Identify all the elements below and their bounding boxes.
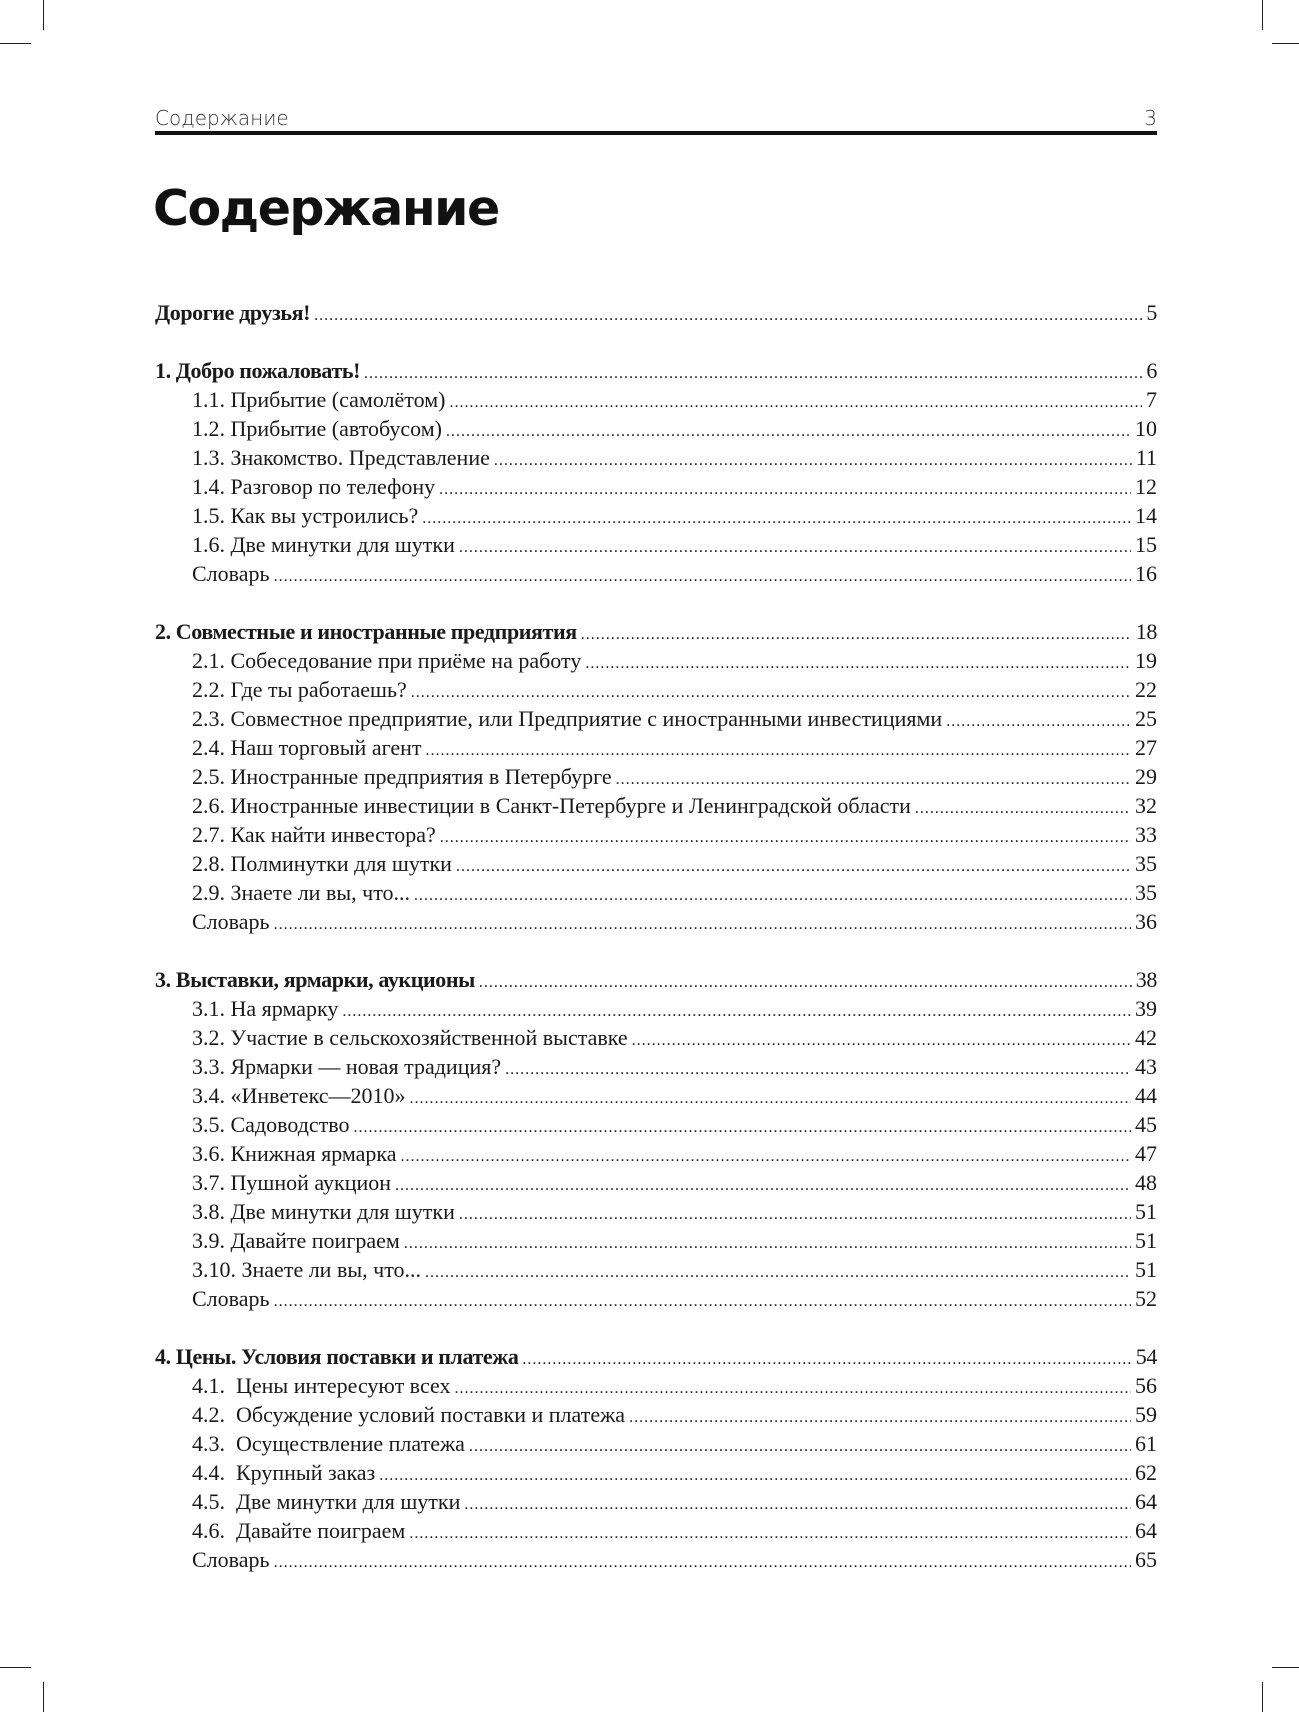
toc-entry-page: 59	[1135, 1402, 1157, 1427]
toc-entry-page: 64	[1135, 1518, 1157, 1543]
toc-entry[interactable]	[155, 559, 1157, 588]
toc-entry-page: 62	[1135, 1460, 1157, 1485]
dot-leader	[414, 881, 1131, 910]
toc-entry-page: 16	[1135, 561, 1157, 586]
toc-entry-label: Словарь	[192, 1286, 270, 1311]
dot-leader	[426, 736, 1132, 765]
toc-entry-label: Дорогие друзья!	[155, 300, 311, 325]
toc-entry-page: 45	[1135, 1112, 1157, 1137]
dot-leader	[440, 823, 1131, 852]
toc-entry-page: 29	[1135, 764, 1157, 789]
toc-chapter-entry[interactable]	[155, 617, 1157, 646]
toc-entry[interactable]	[155, 762, 1157, 791]
toc-entry-page: 43	[1135, 1054, 1157, 1079]
toc-entry-page: 27	[1135, 735, 1157, 760]
toc-entry-page: 14	[1135, 503, 1157, 528]
toc-entry-label: 2.5. Иностранные предприятия в Петербурге	[192, 764, 612, 789]
dot-leader	[459, 1200, 1131, 1229]
toc-entry-page: 51	[1135, 1199, 1157, 1224]
dot-leader	[354, 1113, 1131, 1142]
dot-leader	[585, 649, 1131, 678]
toc-entry-label: Словарь	[192, 561, 270, 586]
toc-entry[interactable]	[155, 501, 1157, 530]
dot-leader	[479, 968, 1132, 997]
toc-entry-page: 35	[1135, 880, 1157, 905]
dot-leader	[494, 446, 1132, 475]
toc-entry-label: 1.3. Знакомство. Представление	[192, 445, 490, 470]
toc-entry-page: 5	[1146, 300, 1157, 325]
toc-entry-label: 3.8. Две минутки для шутки	[192, 1199, 455, 1224]
crop-mark	[43, 0, 44, 30]
toc-entry[interactable]	[155, 1197, 1157, 1226]
dot-leader	[274, 562, 1131, 591]
toc-entry-label: 2. Совместные и иностранные предприятия	[155, 619, 577, 644]
toc-entry-label: Словарь	[192, 1547, 270, 1572]
dot-leader	[342, 997, 1131, 1026]
toc-entry-page: 11	[1135, 445, 1157, 470]
toc-entry-label: 3.3. Ярмарки — новая традиция?	[192, 1054, 502, 1079]
toc-entry-label: 1. Добро пожаловать!	[155, 358, 361, 383]
running-header	[155, 100, 1157, 130]
toc-entry-label: 3.6. Книжная ярмарка	[192, 1141, 397, 1166]
toc-entry-page: 48	[1135, 1170, 1157, 1195]
toc-entry-label: 4.5. Две минутки для шутки	[192, 1489, 461, 1514]
dot-leader	[439, 475, 1131, 504]
toc-entry-label: 3. Выставки, ярмарки, аукционы	[155, 967, 475, 992]
toc-entry[interactable]	[155, 1052, 1157, 1081]
toc-entry[interactable]	[155, 1545, 1157, 1574]
dot-leader	[469, 1432, 1131, 1461]
toc-entry[interactable]	[155, 1110, 1157, 1139]
dot-leader	[401, 1142, 1131, 1171]
dot-leader	[395, 1171, 1131, 1200]
crop-mark	[1262, 0, 1263, 30]
toc-entry-label: 2.6. Иностранные инвестиции в Санкт-Петербурге и Ленинградской области	[192, 793, 911, 818]
toc-entry-label: 1.4. Разговор по телефону	[192, 474, 436, 499]
toc-entry-label: 4.3. Осуществление платежа	[192, 1431, 465, 1456]
toc-entry[interactable]	[155, 1023, 1157, 1052]
toc-entry-page: 18	[1135, 619, 1157, 644]
crop-mark	[1272, 1667, 1299, 1668]
toc-entry[interactable]	[155, 1400, 1157, 1429]
dot-leader	[274, 1548, 1131, 1577]
toc-entry-label: 1.2. Прибытие (автобусом)	[192, 416, 442, 441]
crop-mark	[43, 1682, 44, 1712]
toc-entry-label: 4.2. Обсуждение условий поставки и платежа	[192, 1402, 626, 1427]
toc-entry-label: 2.3. Совместное предприятие, или Предприятие с иностранными инвестициями	[192, 706, 943, 731]
dot-leader	[456, 852, 1131, 881]
toc-entry[interactable]	[155, 472, 1157, 501]
dot-leader	[409, 1084, 1131, 1113]
toc-chapter-entry[interactable]	[155, 298, 1157, 327]
toc-entry[interactable]	[155, 530, 1157, 559]
toc-entry-page: 36	[1135, 909, 1157, 934]
toc-chapter-entry[interactable]	[155, 965, 1157, 994]
dot-leader	[505, 1055, 1131, 1084]
toc-entry-page: 6	[1146, 358, 1157, 383]
toc-entry-label: 2.1. Собеседование при приёме на работу	[192, 648, 582, 673]
toc-entry[interactable]	[155, 1487, 1157, 1516]
toc-entry-label: 3.1. На ярмарку	[192, 996, 339, 1021]
toc-entry-label: 4. Цены. Условия поставки и платежа	[155, 1344, 519, 1369]
dot-leader	[364, 359, 1142, 388]
toc-entry-page: 42	[1135, 1025, 1157, 1050]
toc-entry-label: 4.4. Крупный заказ	[192, 1460, 376, 1485]
page-number: 3	[1144, 106, 1157, 130]
toc-entry-page: 64	[1135, 1489, 1157, 1514]
dot-leader	[314, 301, 1142, 330]
toc-entry[interactable]	[155, 1429, 1157, 1458]
dot-leader	[379, 1461, 1131, 1490]
toc-entry-label: 1.5. Как вы устроились?	[192, 503, 419, 528]
dot-leader	[632, 1026, 1131, 1055]
toc-entry[interactable]	[155, 849, 1157, 878]
toc-entry-label: 3.2. Участие в сельскохозяйственной выставке	[192, 1025, 628, 1050]
dot-leader	[915, 794, 1131, 823]
toc-entry-page: 56	[1135, 1373, 1157, 1398]
toc-entry-page: 12	[1135, 474, 1157, 499]
toc-entry-label: 1.1. Прибытие (самолётом)	[192, 387, 446, 412]
toc-entry-page: 44	[1135, 1083, 1157, 1108]
dot-leader	[425, 1258, 1131, 1287]
toc-entry-page: 65	[1135, 1547, 1157, 1572]
toc-entry-label: 1.6. Две минутки для шутки	[192, 532, 455, 557]
dot-leader	[522, 1345, 1131, 1374]
toc-entry-label: 2.4. Наш торговый агент	[192, 735, 422, 760]
toc-entry-page: 54	[1135, 1344, 1157, 1369]
toc-entry-page: 10	[1135, 416, 1157, 441]
toc-chapter-entry[interactable]	[155, 356, 1157, 385]
dot-leader	[464, 1490, 1131, 1519]
toc-entry-page: 7	[1146, 387, 1157, 412]
toc-entry-page: 33	[1135, 822, 1157, 847]
toc-entry[interactable]	[155, 878, 1157, 907]
crop-mark	[0, 1667, 31, 1668]
toc-entry[interactable]	[155, 1458, 1157, 1487]
toc-entry[interactable]	[155, 1284, 1157, 1313]
toc-entry-label: 4.1. Цены интересуют всех	[192, 1373, 451, 1398]
dot-leader	[409, 1519, 1131, 1548]
crop-mark	[0, 43, 31, 44]
toc-entry-label: 2.8. Полминутки для шутки	[192, 851, 452, 876]
toc-entry[interactable]	[155, 1255, 1157, 1284]
toc-entry-page: 32	[1135, 793, 1157, 818]
toc-entry-label: 3.5. Садоводство	[192, 1112, 350, 1137]
dot-leader	[449, 388, 1142, 417]
toc-entry[interactable]	[155, 1168, 1157, 1197]
toc-entry[interactable]	[155, 675, 1157, 704]
section-gap	[155, 327, 1157, 356]
toc-entry[interactable]	[155, 907, 1157, 936]
page-title: Содержание	[153, 180, 499, 237]
toc-entry-page: 51	[1135, 1257, 1157, 1282]
toc-entry[interactable]	[155, 1516, 1157, 1545]
toc-entry[interactable]	[155, 1371, 1157, 1400]
dot-leader	[446, 417, 1131, 446]
toc-entry-page: 38	[1135, 967, 1157, 992]
toc-entry-label: 3.9. Давайте поиграем	[192, 1228, 400, 1253]
toc-entry-page: 61	[1135, 1431, 1157, 1456]
toc-entry-label: 2.9. Знаете ли вы, что...	[192, 880, 411, 905]
toc-entry[interactable]	[155, 1139, 1157, 1168]
toc-entry-label: Словарь	[192, 909, 270, 934]
dot-leader	[459, 533, 1131, 562]
toc-entry-label: 2.2. Где ты работаешь?	[192, 677, 407, 702]
section-gap	[155, 936, 1157, 965]
section-gap	[155, 1313, 1157, 1342]
running-title: Содержание	[155, 106, 289, 130]
toc-entry-page: 35	[1135, 851, 1157, 876]
toc-entry[interactable]	[155, 443, 1157, 472]
dot-leader	[274, 910, 1131, 939]
toc-entry-page: 47	[1135, 1141, 1157, 1166]
toc-entry[interactable]	[155, 994, 1157, 1023]
toc-entry-page: 52	[1135, 1286, 1157, 1311]
toc-entry-label: 3.10. Знаете ли вы, что...	[192, 1257, 422, 1282]
toc-entry-page: 51	[1135, 1228, 1157, 1253]
toc-entry-label: 4.6. Давайте поиграем	[192, 1518, 406, 1543]
toc-chapter-entry[interactable]	[155, 1342, 1157, 1371]
table-of-contents	[155, 298, 1157, 1574]
toc-entry-page: 15	[1135, 532, 1157, 557]
toc-entry[interactable]	[155, 791, 1157, 820]
toc-entry[interactable]	[155, 1226, 1157, 1255]
dot-leader	[422, 504, 1131, 533]
section-gap	[155, 588, 1157, 617]
toc-entry-label: 3.4. «Инветекс—2010»	[192, 1083, 406, 1108]
toc-entry[interactable]	[155, 385, 1157, 414]
toc-entry-label: 2.7. Как найти инвестора?	[192, 822, 436, 847]
dot-leader	[454, 1374, 1131, 1403]
dot-leader	[411, 678, 1131, 707]
toc-entry[interactable]	[155, 1081, 1157, 1110]
dot-leader	[616, 765, 1131, 794]
dot-leader	[404, 1229, 1131, 1258]
toc-entry-label: 3.7. Пушной аукцион	[192, 1170, 392, 1195]
dot-leader	[274, 1287, 1131, 1316]
header-rule	[155, 131, 1157, 135]
toc-entry-page: 25	[1135, 706, 1157, 731]
toc-entry[interactable]	[155, 646, 1157, 675]
toc-entry[interactable]	[155, 704, 1157, 733]
toc-entry[interactable]	[155, 820, 1157, 849]
crop-mark	[1262, 1682, 1263, 1712]
dot-leader	[629, 1403, 1131, 1432]
toc-entry-page: 19	[1135, 648, 1157, 673]
toc-entry[interactable]	[155, 733, 1157, 762]
toc-entry[interactable]	[155, 414, 1157, 443]
toc-entry-page: 39	[1135, 996, 1157, 1021]
dot-leader	[946, 707, 1131, 736]
dot-leader	[581, 620, 1132, 649]
toc-entry-page: 22	[1135, 677, 1157, 702]
crop-mark	[1272, 43, 1299, 44]
